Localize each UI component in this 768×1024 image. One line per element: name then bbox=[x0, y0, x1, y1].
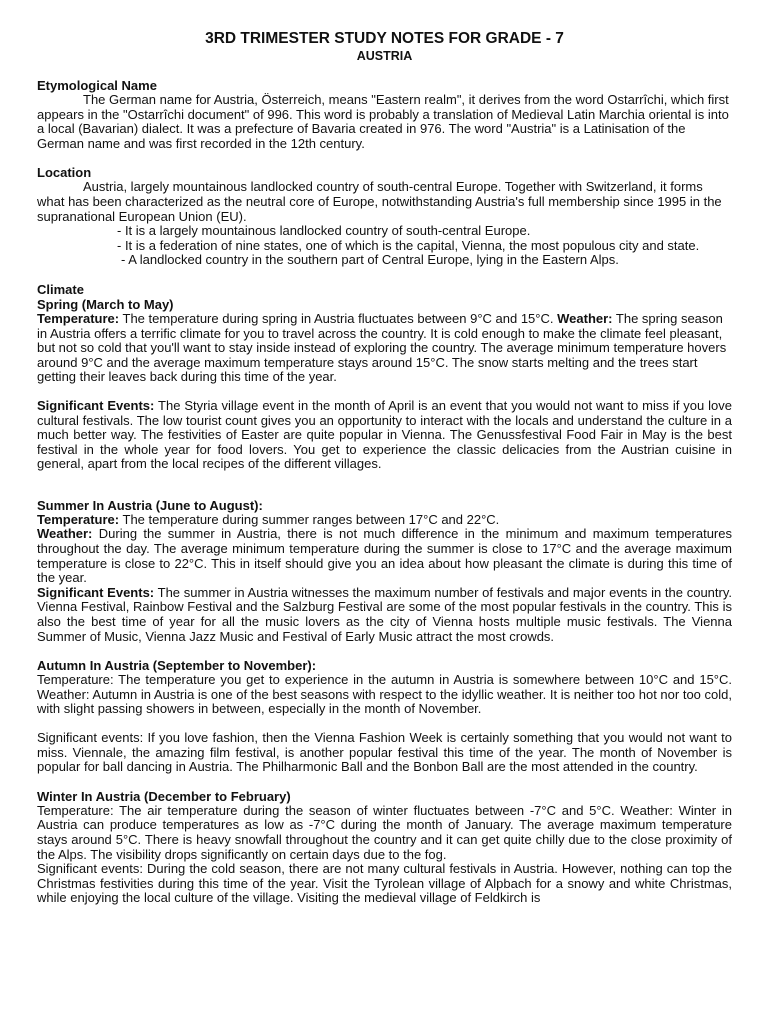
spring-temp-label: Temperature: bbox=[37, 310, 120, 326]
etymology-heading: Etymological Name bbox=[37, 78, 157, 93]
etymology-paragraph: The German name for Austria, Österreich, means "Eastern realm", it derives from the word Ostarrîchi, which first appears in the "Ostarrîchi document" of 996. This word is probably a translation of Medieval Latin Marchia oriental is into a local (Bavarian) dialect. It was a prefecture of Bavaria created in 976. The word "Austria" is a Latinisation of the German name and was first recorded in the 12th century. bbox=[37, 92, 729, 151]
spring-events-paragraph bbox=[37, 399, 732, 472]
document-subtitle: AUSTRIA bbox=[356, 49, 413, 63]
summer-weather-paragraph bbox=[37, 527, 732, 585]
summer-weather-text: During the summer in Austria, there is not much difference in the minimum and maximum temperatures throughout the day. The average minimum temperature during the summer is close to 17°C and the average maximum temperature is close to 22°C. This in itself should give you an idea about how pleasant the climate is during this time of the year. bbox=[37, 526, 732, 586]
location-bullet-list bbox=[37, 224, 732, 268]
summer-heading: Summer In Austria (June to August): bbox=[37, 497, 263, 513]
winter-paragraph-2: Significant events: During the cold season, there are not many cultural festivals in Austria. However, nothing can top the Christmas festivities during this time of the year. Visit the Tyrolean village of Alpbach for a snowy and white Christmas, while enjoying the local culture of the village. Visiting the medieval village of Feldkirch is bbox=[37, 861, 732, 906]
summer-weather-label: Weather: bbox=[37, 526, 93, 542]
summer-events-label: Significant Events: bbox=[37, 584, 155, 600]
spring-temp-text: The temperature during spring in Austria fluctuates between 9°C and 15°C. bbox=[122, 310, 554, 326]
climate-heading: Climate bbox=[37, 281, 84, 297]
spring-events-text: The Styria village event in the month of April is an event that you would not want to miss if you love cultural festivals. The low tourist count gives you an opportunity to interact with the locals and understand the culture in a much better way. The festivities of Easter are quite popular in Vienna. The Genussfestival Food Fair in May is the best festival in the whole year for food lovers. You get to experience the classic delicacies from the Austrian cuisine in general, apart from the local recipes of the different villages. bbox=[37, 397, 732, 472]
autumn-heading: Autumn In Austria (September to November): bbox=[37, 658, 317, 674]
spring-weather-text: The spring season in Austria offers a terrific climate for you to travel across the country. It is cold enough to make the climate feel pleasant, but not so cold that you'll want to stay inside instead of exploring the country. The average minimum temperature hovers around 9°C and the average maximum temperature stays around 15°C. The snow starts melting and the trees start getting their leaves back during this time of the year. bbox=[37, 310, 727, 385]
document-title: 3RD TRIMESTER STUDY NOTES FOR GRADE - 7 bbox=[205, 30, 564, 47]
summer-temp-text: The temperature during summer ranges between 17°C and 22°C. bbox=[122, 511, 500, 527]
spring-heading: Spring (March to May) bbox=[37, 296, 174, 312]
summer-temp-paragraph bbox=[37, 513, 732, 528]
winter-paragraph-1: Temperature: The air temperature during the season of winter fluctuates between -7°C and 5°C. Weather: Winter in Austria can produce temperatures as low as -7°C during the month of January. The average maximum temperature stays around 5°C. There is heavy snowfall throughout the country and it can get quite chilly due to the close proximity of the Alps. The visibility drops significantly on certain days due to the fog. bbox=[37, 802, 732, 862]
spring-paragraph bbox=[37, 312, 732, 385]
location-paragraph: Austria, largely mountainous landlocked country of south-central Europe. Together with Switzerland, it forms what has been characterized as the neutral core of Europe, notwithstanding Austria's full membership since 1995 in the supranational European Union (EU). bbox=[37, 179, 722, 224]
summer-temp-label: Temperature: bbox=[37, 511, 120, 527]
summer-events-text: The summer in Austria witnesses the maximum number of festivals and major events in the country. Vienna Festival, Rainbow Festival and the Salzburg Festival are some of the most popular festivals in the country. This is also the best time of year for all the music lovers as the city of Vienna hosts multiple music festivals. The Vienna Summer of Music, Vienna Jazz Music and Festival of Early Music attract the most crowds. bbox=[37, 584, 732, 644]
location-bullet: - A landlocked country in the southern part of Central Europe, lying in the Eastern Alps. bbox=[121, 252, 619, 268]
location-bullet: - It is a largely mountainous landlocked country of south-central Europe. bbox=[117, 223, 531, 239]
summer-events-paragraph bbox=[37, 586, 732, 644]
spring-events-label: Significant Events: bbox=[37, 397, 155, 413]
winter-heading: Winter In Austria (December to February) bbox=[37, 788, 291, 804]
autumn-paragraph-2: Significant events: If you love fashion, then the Vienna Fashion Week is certainly something that you would not want to miss. Viennale, the amazing film festival, is another popular festival this time of the year. The month of November is popular for ball dancing in Austria. The Philharmonic Ball and the Bonbon Ball are the most attended in the country. bbox=[37, 730, 732, 775]
location-bullet: - It is a federation of nine states, one of which is the capital, Vienna, the most populous city and state. bbox=[117, 237, 700, 253]
autumn-paragraph-1: Temperature: The temperature you get to experience in the autumn in Austria is somewhere between 10°C and 15°C. Weather: Autumn in Austria is one of the best seasons with respect to the idyllic weather. It is neither too hot nor too cold, with slight passing showers in between, especially in the month of November. bbox=[37, 672, 732, 717]
spring-weather-label: Weather: bbox=[557, 310, 613, 326]
location-heading: Location bbox=[37, 165, 92, 181]
